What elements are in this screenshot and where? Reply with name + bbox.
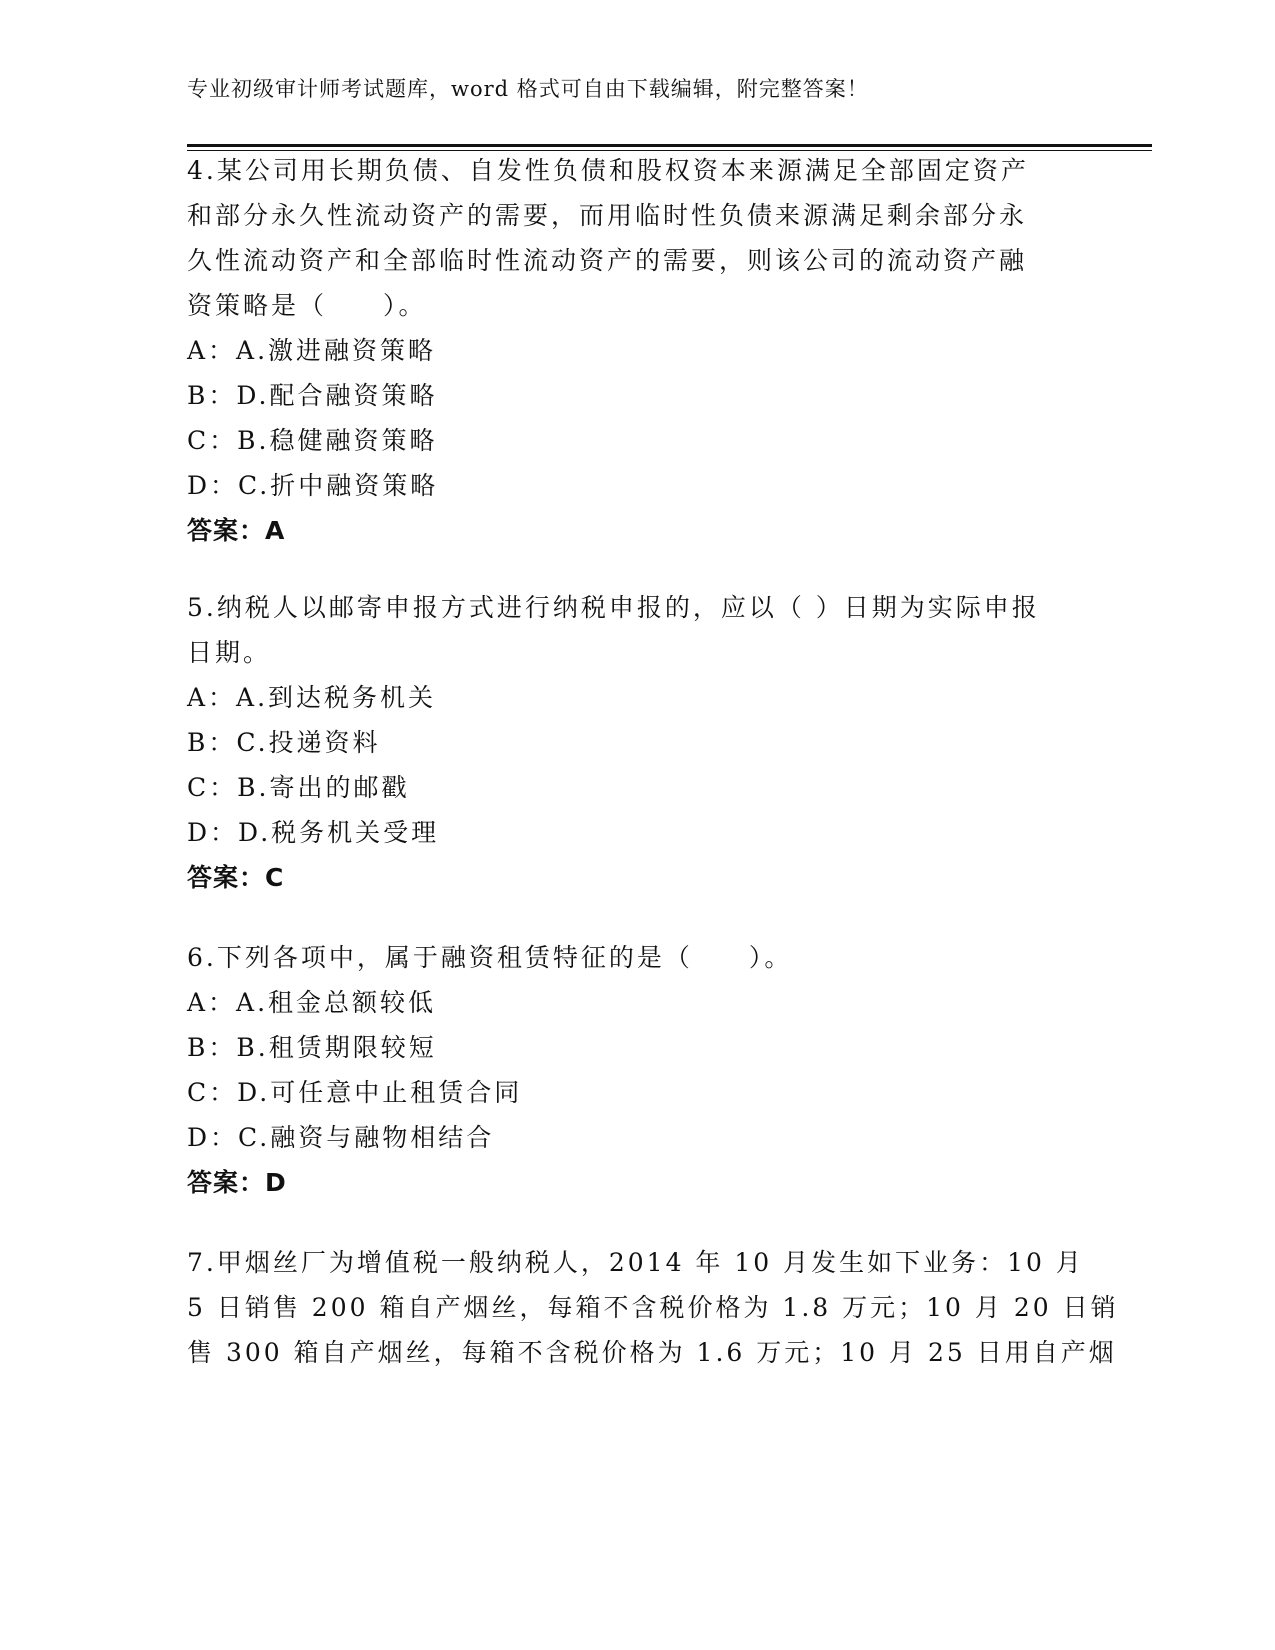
question-stem-line: 4.某公司用长期负债、自发性负债和股权资本来源满足全部固定资产	[187, 156, 1029, 185]
answer-line	[187, 855, 1087, 900]
option-b: B：B.租赁期限较短	[187, 1033, 437, 1062]
answer-label: 答案：	[187, 1168, 266, 1197]
option-d: D：D.税务机关受理	[187, 818, 440, 847]
option-b: B：C.投递资料	[187, 728, 381, 757]
question-7	[187, 1240, 1119, 1375]
question-stem-line: 日期。	[187, 638, 272, 667]
option-c: C：B.寄出的邮戳	[187, 773, 410, 802]
question-stem-line: 售 300 箱自产烟丝，每箱不含税价格为 1.6 万元；10 月 25 日用自产烟	[187, 1338, 1117, 1367]
question-stem-line: 和部分永久性流动资产的需要，而用临时性负债来源满足剩余部分永	[187, 201, 1028, 230]
question-stem-line: 久性流动资产和全部临时性流动资产的需要，则该公司的流动资产融	[187, 246, 1028, 275]
header-rule-thick	[187, 144, 1152, 147]
question-4	[187, 148, 1087, 553]
answer-line	[187, 508, 1087, 553]
answer-line	[187, 1160, 1087, 1205]
answer-value: A	[265, 516, 286, 545]
question-stem-line: 5 日销售 200 箱自产烟丝，每箱不含税价格为 1.8 万元；10 月 20 日销	[187, 1293, 1119, 1322]
option-a: A：A.激进融资策略	[187, 336, 437, 365]
answer-label: 答案：	[187, 863, 266, 892]
option-d: D：C.折中融资策略	[187, 471, 439, 500]
question-stem-line: 6.下列各项中，属于融资租赁特征的是（ ）。	[187, 943, 793, 972]
page-header: 专业初级审计师考试题库，word 格式可自由下载编辑，附完整答案！	[187, 77, 869, 101]
question-6	[187, 935, 1087, 1205]
option-d: D：C.融资与融物相结合	[187, 1123, 495, 1152]
question-stem-line: 5.纳税人以邮寄申报方式进行纳税申报的，应以（ ）日期为实际申报	[187, 593, 1040, 622]
option-c: C：D.可任意中止租赁合同	[187, 1078, 523, 1107]
option-b: B：D.配合融资策略	[187, 381, 438, 410]
answer-value: D	[265, 1168, 287, 1197]
option-a: A：A.租金总额较低	[187, 988, 437, 1017]
option-c: C：B.稳健融资策略	[187, 426, 438, 455]
question-stem-line: 7.甲烟丝厂为增值税一般纳税人，2014 年 10 月发生如下业务：10 月	[187, 1248, 1084, 1277]
answer-value: C	[265, 863, 285, 892]
answer-label: 答案：	[187, 516, 266, 545]
question-stem-line: 资策略是（ ）。	[187, 291, 427, 320]
question-5	[187, 585, 1087, 900]
option-a: A：A.到达税务机关	[187, 683, 437, 712]
